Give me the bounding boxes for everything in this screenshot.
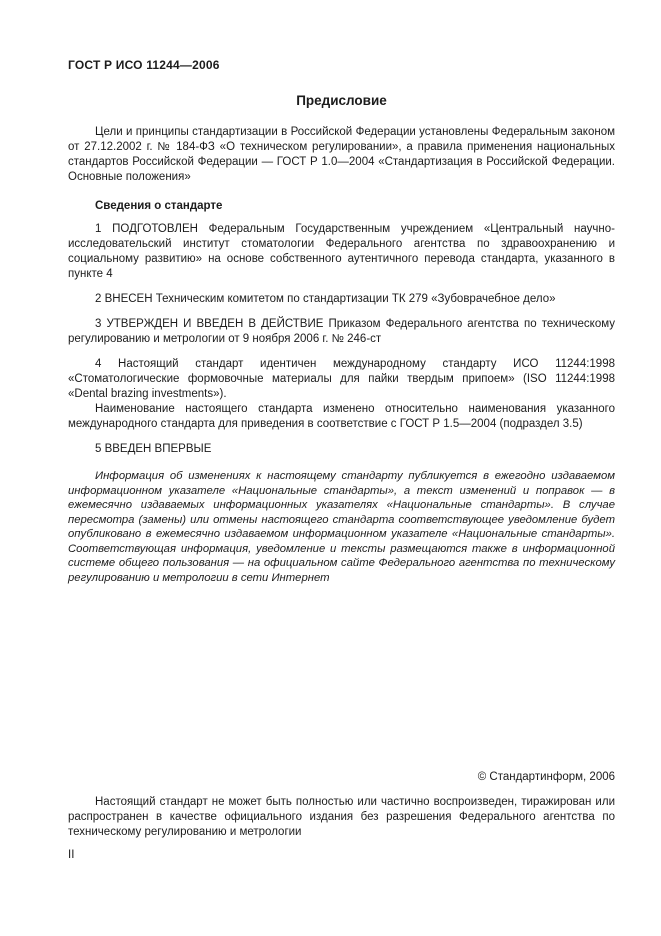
- standard-info-item-1: 1 ПОДГОТОВЛЕН Федеральным Государственным учреждением «Центральный научно-исследовательский институт стоматологии Федерального агентства по здравоохранению и социальному развитию» на основе собственного аутентичного перевода стандарта, указанного в пункте 4: [68, 223, 615, 280]
- standard-info-item-3: 3 УТВЕРЖДЕН И ВВЕДЕН В ДЕЙСТВИЕ Приказом Федерального агентства по техническому регулированию и метрологии от 9 ноября 2006 г. № 246-ст: [68, 318, 615, 345]
- document-code-header: ГОСТ Р ИСО 11244—2006: [68, 58, 220, 72]
- page-title: Предисловие: [296, 93, 387, 108]
- standard-info-item-4: 4 Настоящий стандарт идентичен международному стандарту ИСО 11244:1998 «Стоматологические формовочные материалы для пайки твердым припоем» (ISO 11244:1998 «Dental brazing investments»).: [68, 358, 615, 400]
- standard-info-item-4-note: Наименование настоящего стандарта изменено относительно наименования указанного международного стандарта для приведения в соответствие с ГОСТ Р 1.5—2004 (подраздел 3.5): [68, 403, 615, 430]
- reproduction-note: Настоящий стандарт не может быть полностью или частично воспроизведен, тиражирован или распространен в качестве официального издания без разрешения Федерального агентства по техническому регулированию и метрологии: [68, 796, 615, 838]
- page-number: II: [68, 849, 75, 861]
- standard-info-item-2: 2 ВНЕСЕН Техническим комитетом по стандартизации ТК 279 «Зубоврачебное дело»: [95, 293, 556, 305]
- intro-paragraph: Цели и принципы стандартизации в Российской Федерации установлены Федеральным законом от 27.12.2002 г. № 184-ФЗ «О техническом регулировании», а правила применения национальных стандартов Российской Федерации — ГОСТ Р 1.0—2004 «Стандартизация в Российской Федерации. Основные положения»: [68, 126, 615, 183]
- standard-info-heading: Сведения о стандарте: [95, 200, 223, 212]
- publication-note: Информация об изменениях к настоящему стандарту публикуется в ежегодно издаваемом информационном указателе «Национальные стандарты», а текст изменений и поправок — в ежемесячно издаваемых информационных указателях «Национальные стандарты». В случае пересмотра (замены) или отмены настоящего стандарта соответствующее уведомление будет опубликовано в ежемесячно издаваемом информационном указателе «Национальные стандарты». Соответствующая информация, уведомление и тексты размещаются также в информационной системе общего пользования — на официальном сайте Федерального агентства по техническому регулированию и метрологии в сети Интернет: [68, 470, 615, 584]
- copyright-line: © Стандартинформ, 2006: [477, 771, 615, 783]
- standard-info-item-5: 5 ВВЕДЕН ВПЕРВЫЕ: [95, 443, 212, 455]
